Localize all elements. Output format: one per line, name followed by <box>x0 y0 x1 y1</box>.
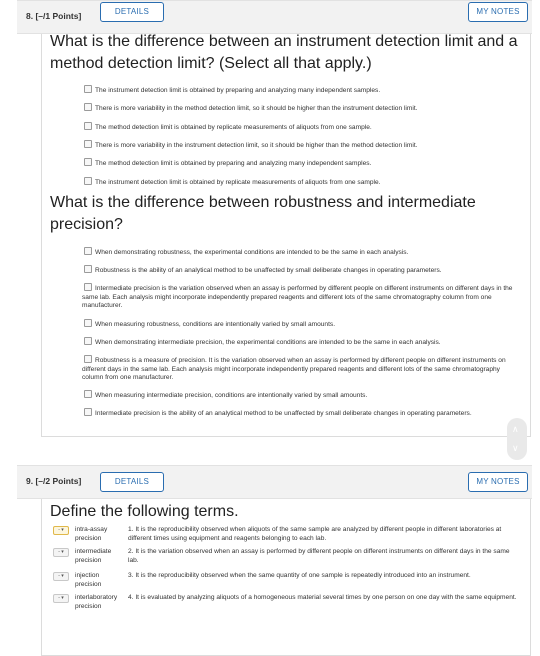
choice-1-5[interactable]: The method detection limit is obtained by preparing and analyzing many independent samples. <box>82 158 518 169</box>
answer-select[interactable]: - ▾ <box>53 572 69 581</box>
checkbox[interactable] <box>84 319 92 327</box>
term-label: injection precision <box>75 572 102 588</box>
choice-2-7[interactable]: When measuring intermediate precision, conditions are intentionally varied by small amounts. <box>82 390 518 401</box>
choice-1-2[interactable]: There is more variability in the method detection limit, so it should be higher than the instrument detection limit. <box>82 103 518 114</box>
definition-text: 2. It is the variation observed when an assay is performed by different people on different instruments on different days in the same lab. <box>128 548 510 564</box>
checkbox[interactable] <box>84 283 92 291</box>
details-button[interactable]: DETAILS <box>100 472 164 492</box>
checkbox[interactable] <box>84 355 92 363</box>
checkbox[interactable] <box>84 390 92 398</box>
choice-1-1[interactable]: The instrument detection limit is obtained by preparing and analyzing many independent samples. <box>82 85 518 96</box>
choice-2-6[interactable]: Robustness is a measure of precision. It is the variation observed when an assay is performed by different people on different instruments on different days in the same lab. Each analysis might incorporate independently prepared reagents and different lots of the same chromatography column from one manufacturer. <box>82 357 506 382</box>
checkbox[interactable] <box>84 265 92 273</box>
question-8-part-2-text: What is the difference between robustness and intermediate precision? <box>50 194 476 233</box>
checkbox[interactable] <box>84 122 92 130</box>
choice-2-5[interactable]: When demonstrating intermediate precision, the experimental conditions are intended to be the same in each analysis. <box>82 337 518 348</box>
scroll-up-icon[interactable]: ∧ <box>512 424 519 434</box>
question-8-number: 8. [–/1 Points] <box>26 11 82 21</box>
question-9-header <box>17 465 532 499</box>
definition-text: 4. It is evaluated by analyzing aliquots of a homogeneous material several times by one person on one day with the same equipment. <box>128 594 517 601</box>
term-label: interlaboratory precision <box>75 594 118 610</box>
choice-1-6[interactable]: The instrument detection limit is obtained by replicate measurements of aliquots from one sample. <box>82 177 518 188</box>
definition-text: 3. It is the reproducibility observed when the same quantity of one sample is repeatedly introduced into an instrument. <box>128 572 471 579</box>
choice-1-4[interactable]: There is more variability in the instrument detection limit, so it should be higher than the method detection limit. <box>82 140 518 151</box>
choice-2-4[interactable]: When measuring robustness, conditions are intentionally varied by small amounts. <box>82 319 518 330</box>
scroll-down-icon[interactable]: ∨ <box>512 443 519 453</box>
answer-select[interactable]: - ▾ <box>53 594 69 603</box>
term-label: intermediate precision <box>75 548 112 564</box>
checkbox[interactable] <box>84 158 92 166</box>
question-9-number: 9. [–/2 Points] <box>26 476 82 486</box>
choice-2-3[interactable]: Intermediate precision is the variation observed when an assay is performed by different people on different instruments on different days in the same lab. Each analysis might incorporate independently prepared reagents and different lots of the same chromatography column from one manufacturer. <box>82 285 513 310</box>
checkbox[interactable] <box>84 140 92 148</box>
checkbox[interactable] <box>84 247 92 255</box>
checkbox[interactable] <box>84 408 92 416</box>
checkbox[interactable] <box>84 337 92 345</box>
term-label: intra-assay precision <box>75 526 108 542</box>
choice-2-1[interactable]: When demonstrating robustness, the experimental conditions are intended to be the same in each analysis. <box>82 247 518 258</box>
choice-2-8[interactable]: Intermediate precision is the ability of an analytical method to be unaffected by small deliberate changes in operating parameters. <box>82 408 518 419</box>
question-8-header <box>17 0 532 34</box>
definition-text: 1. It is the reproducibility observed when aliquots of the same sample are analyzed by different people in different laboratories at different times using equipment and reagents belonging to each lab. <box>128 526 502 542</box>
choice-1-3[interactable]: The method detection limit is obtained by replicate measurements of aliquots from one sample. <box>82 122 518 133</box>
details-button[interactable]: DETAILS <box>100 2 164 22</box>
checkbox[interactable] <box>84 103 92 111</box>
question-8-part-1-text: What is the difference between an instrument detection limit and a method detection limit? (Select all that apply.) <box>50 33 518 72</box>
my-notes-button[interactable]: MY NOTES <box>468 2 528 22</box>
answer-select[interactable]: - ▾ <box>53 526 69 535</box>
my-notes-button[interactable]: MY NOTES <box>468 472 528 492</box>
question-9-text: Define the following terms. <box>50 503 239 520</box>
checkbox[interactable] <box>84 85 92 93</box>
choice-2-2[interactable]: Robustness is the ability of an analytical method to be unaffected by small deliberate changes in operating parameters. <box>82 265 518 276</box>
checkbox[interactable] <box>84 177 92 185</box>
answer-select[interactable]: - ▾ <box>53 548 69 557</box>
scroll-widget[interactable] <box>507 418 527 460</box>
